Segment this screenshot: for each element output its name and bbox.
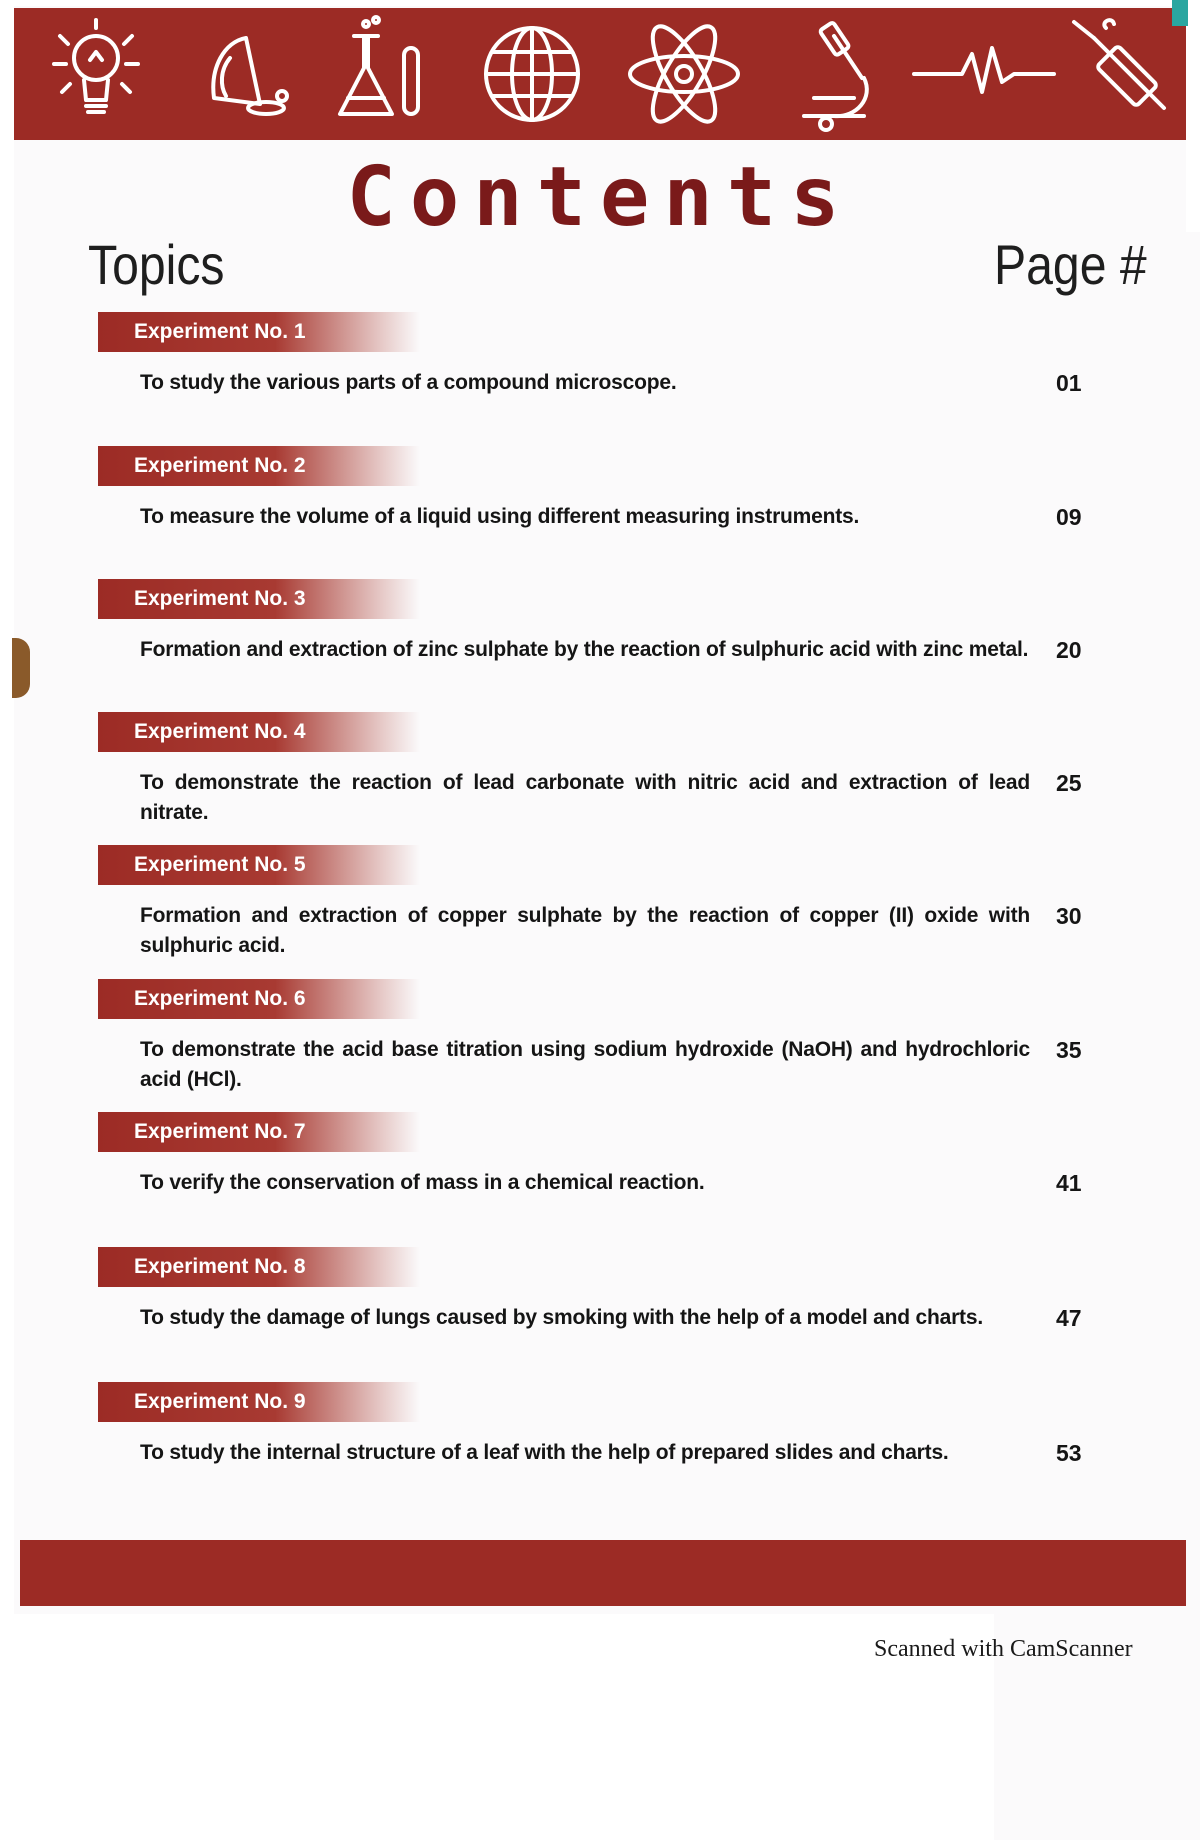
header-band (14, 8, 1186, 140)
toc-entry[interactable] (0, 1247, 1200, 1367)
flask-icon (340, 17, 418, 114)
experiment-description: To measure the volume of a liquid using different measuring instruments. (140, 505, 860, 528)
toc-entry[interactable] (0, 979, 1200, 1099)
page-column-heading: Page # (994, 232, 1200, 1840)
page-number: 09 (1056, 504, 1082, 530)
experiment-description: To study the internal structure of a leaf with the help of prepared slides and charts. (140, 1441, 949, 1464)
experiment-description: Formation and extraction of zinc sulphate by the reaction of sulphuric acid with zinc metal. (140, 638, 1029, 661)
experiment-label: Experiment No. 7 (98, 1112, 420, 1152)
experiment-label: Experiment No. 8 (98, 1247, 420, 1287)
page-number: 35 (1056, 1037, 1082, 1063)
globe-icon (486, 28, 578, 120)
experiment-description: To study the various parts of a compound microscope. (140, 371, 677, 394)
pulse-icon (914, 48, 1054, 92)
topics-column-heading: Topics (88, 233, 225, 296)
page-number: 53 (1056, 1440, 1082, 1466)
experiment-description: To study the damage of lungs caused by smoking with the help of a model and charts. (140, 1306, 983, 1329)
page-number: 25 (1056, 770, 1082, 796)
lightbulb-icon (54, 20, 138, 112)
atom-icon (630, 18, 738, 130)
scanner-watermark: Scanned with CamScanner (874, 1636, 1133, 1662)
experiment-description: To verify the conservation of mass in a chemical reaction. (140, 1171, 705, 1194)
experiment-label: Experiment No. 3 (98, 579, 420, 619)
page-number: 30 (1056, 903, 1082, 929)
experiment-label: Experiment No. 4 (98, 712, 420, 752)
page-title: Contents (346, 150, 854, 245)
toc-entry[interactable] (0, 579, 1200, 699)
toc-entry[interactable] (0, 1382, 1200, 1502)
page-number: 41 (1056, 1170, 1082, 1196)
experiment-label: Experiment No. 6 (98, 979, 420, 1019)
page-number: 01 (1056, 370, 1082, 396)
dish-icon (213, 38, 287, 114)
experiment-description: Formation and extraction of copper sulphate by the reaction of copper (II) oxide with sulphuric acid. (140, 904, 1030, 957)
page-number: 47 (1056, 1305, 1082, 1331)
experiment-label: Experiment No. 9 (98, 1382, 420, 1422)
syringe-icon (1074, 20, 1164, 108)
page-number: 20 (1056, 637, 1082, 663)
toc-entry[interactable] (0, 712, 1200, 832)
experiment-description: To demonstrate the reaction of lead carbonate with nitric acid and extraction of lead nitrate. (140, 771, 1030, 824)
header-corner-accent (1172, 0, 1188, 26)
toc-entry[interactable] (0, 1112, 1200, 1232)
toc-entry[interactable] (0, 845, 1200, 965)
experiment-label: Experiment No. 1 (98, 312, 420, 352)
experiment-description: To demonstrate the acid base titration using sodium hydroxide (NaOH) and hydrochloric acid (HCl). (140, 1038, 1030, 1091)
experiment-label: Experiment No. 5 (98, 845, 420, 885)
microscope-icon (804, 22, 867, 130)
toc-entry[interactable] (0, 446, 1200, 566)
experiment-label: Experiment No. 2 (98, 446, 420, 486)
footer-band (20, 1540, 1186, 1606)
toc-entry[interactable] (0, 312, 1200, 432)
